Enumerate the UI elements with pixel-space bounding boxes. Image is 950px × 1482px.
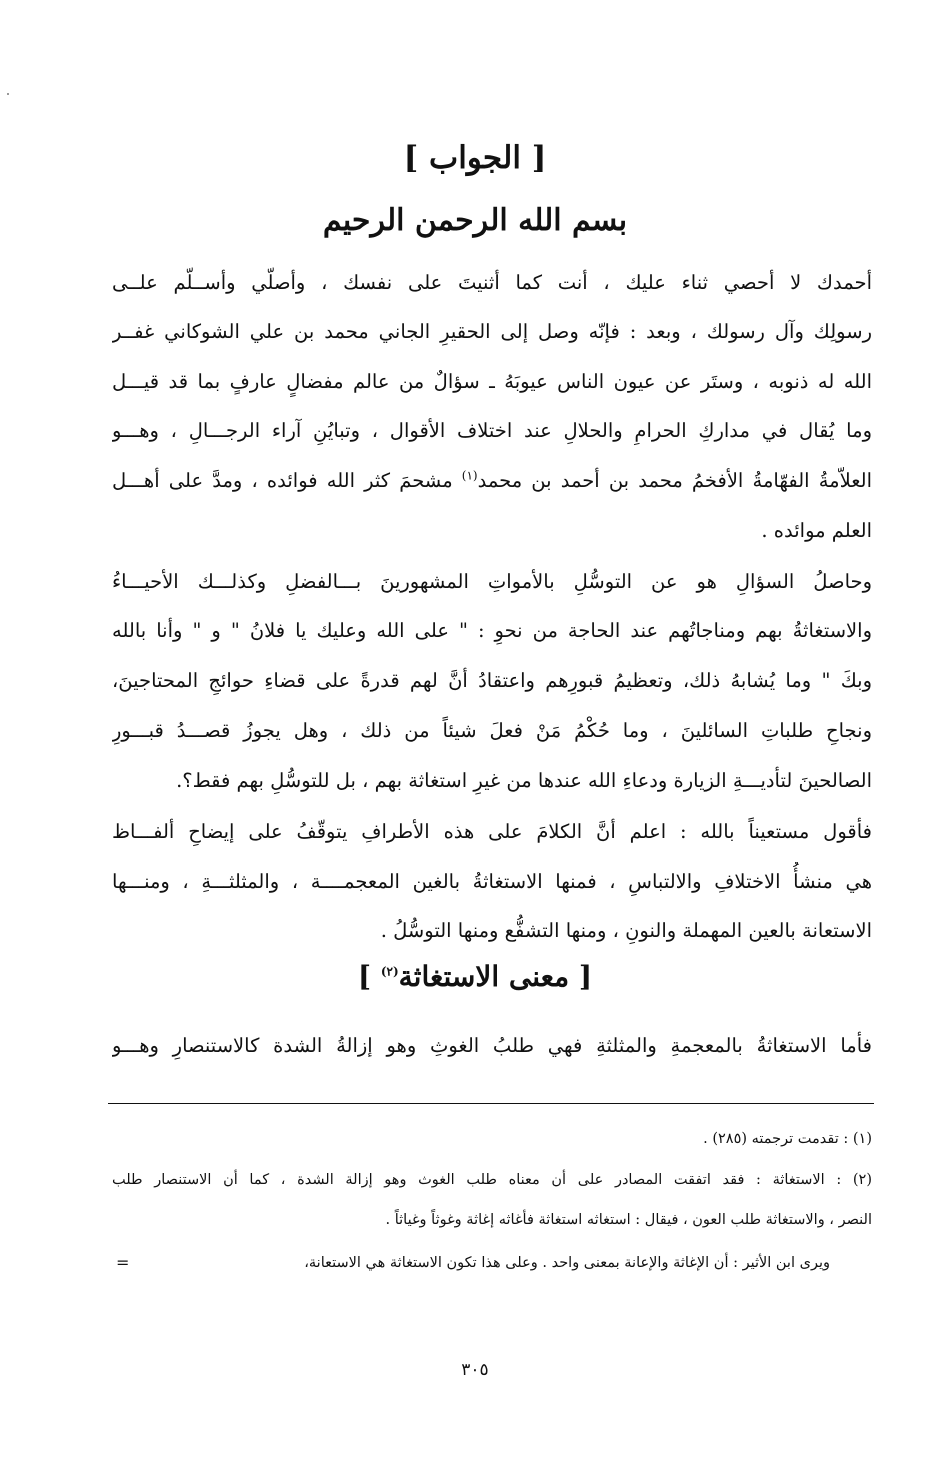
footnote-line: النصر ، والاستغاثة طلب العون ، فيقال : استغاثه استغاثة فأغاثه إغاثة وغوثاً وغياثاً . — [385, 1212, 872, 1228]
body-line: الاستعانة بالعين المهملة والنونِ ، ومنها التشفُّع ومنها التوسُّلُ . — [380, 919, 872, 942]
body-line: ونجاحِ طلباتِ السائلينَ ، وما حُكْمُ مَنْ فعلَ شيئاً من ذلك ، وهل يجوزُ قصـــدُ قبـــورِ — [112, 719, 872, 742]
body-line: وبكَ " وما يُشابهُ ذلك، وتعظيمُ قبورِهم واعتقادُ أنَّ لهم قدرةً على قضاءِ حوائجِ المحتاجينَ، — [112, 669, 872, 692]
body-line: فأقول مستعيناً بالله : اعلم أنَّ الكلامَ على هذه الأطرافِ يتوقّفُ على إيضاحِ ألفـــاظ — [112, 820, 872, 843]
body-line: الله له ذنوبه ، وستَر عن عيون الناس عيوبَهُ ـ سؤالٌ من عالم مفضالٍ عارفٍ بما قد قيـــل — [112, 370, 872, 393]
body-line: هي منشأُ الاختلافِ والالتباسِ ، فمنها الاستغاثةُ بالغين المعجمــــة ، والمثلثـــةِ ، ومنـــها — [112, 870, 872, 893]
section-heading-bracket: ] — [357, 960, 381, 993]
footnote-line: (١) : تقدمت ترجمته (٢٨٥) . — [703, 1131, 872, 1147]
continuation-mark: = — [116, 1253, 130, 1272]
body-line: أحمدك لا أحصي ثناء عليك ، أنت كما أثنيتَ على نفسك ، وأصلّي وأســلّم علــى — [112, 271, 872, 294]
footnote-line: ويرى ابن الأثير : أن الإغاثة والإعانة بمعنى واحد . وعلى هذا تكون الاستغاثة هي الاستعانة، — [304, 1255, 830, 1271]
body-line: فأما الاستغاثةُ بالمعجمةِ والمثلثةِ فهي طلبُ الغوثِ وهو إزالةُ الشدة كالاستنصارِ وهـــو — [112, 1034, 872, 1057]
section-heading-istighatha — [0, 960, 950, 1008]
body-line: رسولِك وآل رسولك ، وبعد : فإنّه وصل إلى الحقيرِ الجاني محمد بن علي الشوكاني غفــر — [112, 320, 872, 343]
page-number: ٣٠٥ — [461, 1360, 489, 1380]
body-line: وما يُقال في مداركِ الحرامِ والحلالِ عند اختلاف الأقوال ، وتبايُنِ آراء الرجـــالِ ، وهـــو — [112, 419, 872, 442]
body-line: العلم موائده . — [761, 519, 872, 542]
basmala-heading: بسم الله الرحمن الرحيم — [322, 203, 628, 238]
body-text: مشحمَ كثر الله فوائده ، ومدَّ على أهـــل — [112, 469, 462, 492]
footnote-ref-1[interactable]: (١) — [461, 468, 478, 483]
section-heading-text: [ معنى الاستغاثة — [398, 960, 593, 993]
body-line: وحاصلُ السؤالِ هو عن التوسُّلِ بالأمواتِ المشهورينَ بـــالفضلِ وكذلـــك الأحيـــاءُ — [112, 570, 872, 593]
answer-heading: [ الجواب ] — [403, 140, 547, 176]
body-line: والاستغاثةُ بهم ومناجاتُهم عند الحاجة من نحوِ : " على الله وعليك يا فلانُ " و " وأنا بالله — [112, 619, 872, 642]
scan-speck — [7, 93, 9, 95]
body-text: العلاّمةُ الفهّامةُ الأفخمُ محمد بن أحمد بن محمد — [477, 469, 872, 492]
footnote-line: (٢) : الاستغاثة : فقد اتفقت المصادر على أن معناه طلب الغوث وهو إزالة الشدة ، كما أن الاستنصار طلب — [112, 1172, 872, 1188]
footnote-ref-2[interactable]: (٢) — [380, 964, 399, 979]
body-line: الصالحينَ لتأديـــةِ الزيارة ودعاءِ الله عندها من غيرِ استغاثة بهم ، بل للتوسُّلِ بهم فقط؟. — [176, 769, 872, 792]
footnote-separator — [108, 1103, 874, 1104]
body-line-with-footnote — [112, 461, 872, 501]
